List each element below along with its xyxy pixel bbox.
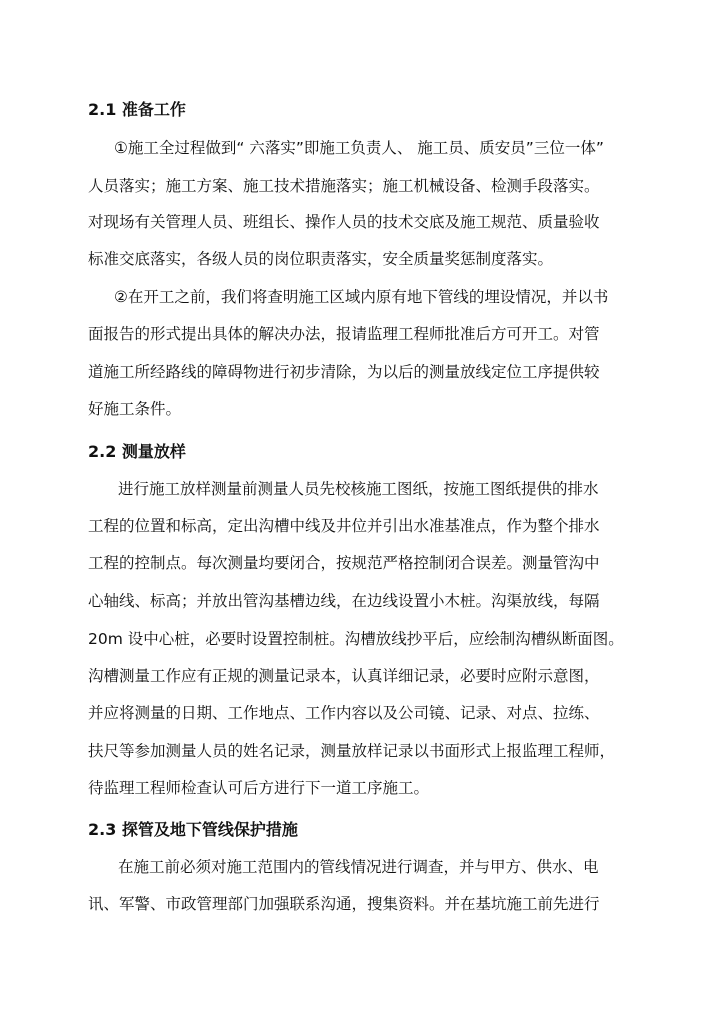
paragraph-line: 工程的控制点。每次测量均要闭合，按规范严格控制闭合误差。测量管沟中: [88, 554, 600, 572]
section-heading: 2.3 探管及地下管线保护措施: [88, 820, 298, 839]
paragraph-line: 好施工条件。: [88, 400, 182, 418]
paragraph-line: 沟槽测量工作应有正规的测量记录本，认真详细记录，必要时应附示意图，: [88, 667, 600, 685]
paragraph-line: 讯、军警、市政管理部门加强联系沟通，搜集资料。并在基坑施工前先进行: [88, 895, 600, 913]
paragraph-line: 心轴线、标高；并放出管沟基槽边线，在边线设置小木桩。沟渠放线，每隔: [88, 592, 600, 610]
paragraph-line: 进行施工放样测量前测量人员先校核施工图纸，按施工图纸提供的排水: [118, 480, 599, 498]
section-heading: 2.1 准备工作: [88, 100, 186, 119]
paragraph-line: 扶尺等参加测量人员的姓名记录，测量放样记录以书面形式上报监理工程师，: [88, 742, 616, 760]
paragraph-line: 道施工所经路线的障碍物进行初步清除，为以后的测量放线定位工序提供较: [88, 363, 600, 381]
paragraph-line: 标准交底落实，各级人员的岗位职责落实，安全质量奖惩制度落实。: [88, 250, 554, 268]
paragraph-line: 对现场有关管理人员、班组长、操作人员的技术交底及施工规范、质量验收: [88, 213, 600, 231]
paragraph-line: 在施工前必须对施工范围内的管线情况进行调查，并与甲方、供水、电: [118, 858, 599, 876]
paragraph-line: 人员落实；施工方案、施工技术措施落实；施工机械设备、检测手段落实。: [88, 177, 600, 195]
paragraph-line: 面报告的形式提出具体的解决办法，报请监理工程师批准后方可开工。对管: [88, 325, 600, 343]
paragraph-line: 20m 设中心桩，必要时设置控制桩。沟槽放线抄平后，应绘制沟槽纵断面图。: [88, 630, 624, 648]
paragraph-line: ②在开工之前，我们将查明施工区域内原有地下管线的埋设情况，并以书: [114, 288, 609, 306]
paragraph-line: ①施工全过程做到“ 六落实”即施工负责人、 施工员、质安员”三位一体”: [114, 139, 604, 157]
paragraph-line: 工程的位置和标高，定出沟槽中线及井位并引出水准基准点，作为整个排水: [88, 517, 600, 535]
paragraph-line: 并应将测量的日期、工作地点、工作内容以及公司镜、记录、对点、拉练、: [88, 704, 600, 722]
section-heading: 2.2 测量放样: [88, 442, 186, 461]
paragraph-line: 待监理工程师检查认可后方进行下一道工序施工。: [88, 779, 430, 797]
